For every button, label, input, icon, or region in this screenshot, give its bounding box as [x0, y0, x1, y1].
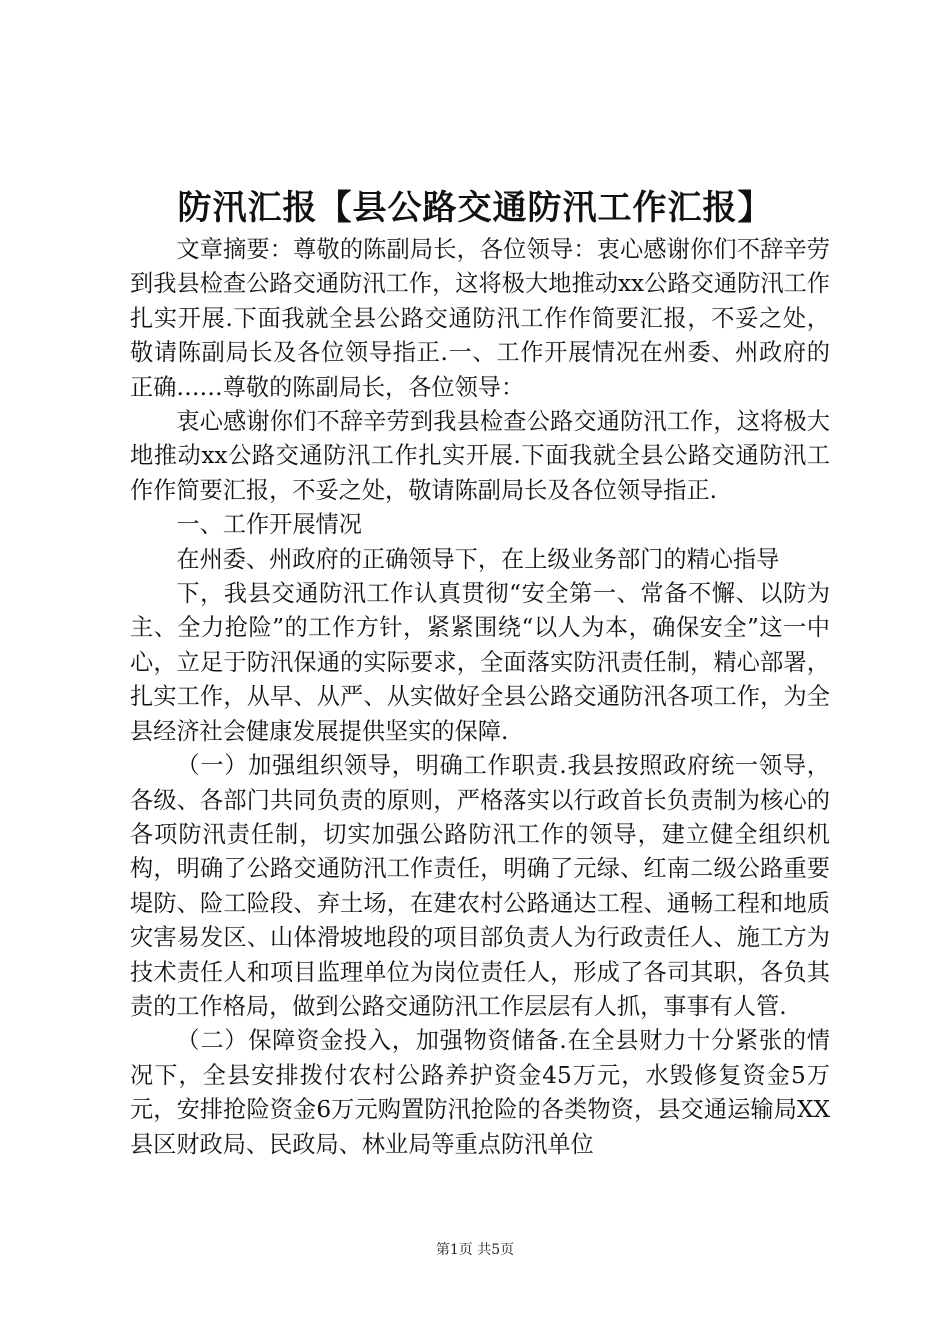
- page-number-footer: 第1页 共5页: [435, 1242, 515, 1258]
- paragraph-organization: （一）加强组织领导，明确工作职责.我县按照政府统一领导，各级、各部门共同负责的原则，严格落实以行政首长负责制为核心的各项防汛责任制，切实加强公路防汛工作的领导，建立健全组织机构，明确了公路交通防汛工作责任，明确了元绿、红南二级公路重要堤防、险工险段、弃土场，在建农村公路通达工程、通畅工程和地质灾害易发区、山体滑坡地段的项目部负责人为行政责任人、施工方为技术责任人和项目监理单位为岗位责任人，形成了各司其职，各负其责的工作格局，做到公路交通防汛工作层层有人抓，事事有人管.: [130, 752, 830, 1020]
- paragraph-summary: 文章摘要：尊敬的陈副局长，各位领导：衷心感谢你们不辞辛劳到我县检查公路交通防汛工作，这将极大地推动xx公路交通防汛工作扎实开展.下面我就全县公路交通防汛工作作简要汇报，不妥之处，敬请陈副局长及各位领导指正.一、工作开展情况在州委、州政府的正确……尊敬的陈副局长，各位领导：: [130, 236, 830, 401]
- section-heading-work: 一、工作开展情况: [176, 511, 362, 539]
- paragraph-thanks: 衷心感谢你们不辞辛劳到我县检查公路交通防汛工作，这将极大地推动xx公路交通防汛工作扎实开展.下面我就全县公路交通防汛工作作简要汇报，不妥之处，敬请陈副局长及各位领导指正.: [130, 408, 830, 504]
- document-body: [130, 233, 830, 1162]
- paragraph-funding: （二）保障资金投入，加强物资储备.在全县财力十分紧张的情况下，全县安排拨付农村公路养护资金45万元，水毁修复资金5万元，安排抢险资金6万元购置防汛抢险的各类物资，县交通运输局XX县区财政局、民政局、林业局等重点防汛单位: [130, 1027, 830, 1158]
- paragraph-leadership: 在州委、州政府的正确领导下，在上级业务部门的精心指导: [176, 545, 780, 573]
- paragraph-guidelines: 下，我县交通防汛工作认真贯彻“安全第一、常备不懈、以防为主、全力抢险”的工作方针，紧紧围绕“以人为本，确保安全”这一中心，立足于防汛保通的实际要求，全面落实防汛责任制，精心部署，扎实工作，从早、从严、从实做好全县公路交通防汛各项工作，为全县经济社会健康发展提供坚实的保障.: [130, 580, 830, 745]
- document-title: 防汛汇报【县公路交通防汛工作汇报】: [177, 188, 773, 228]
